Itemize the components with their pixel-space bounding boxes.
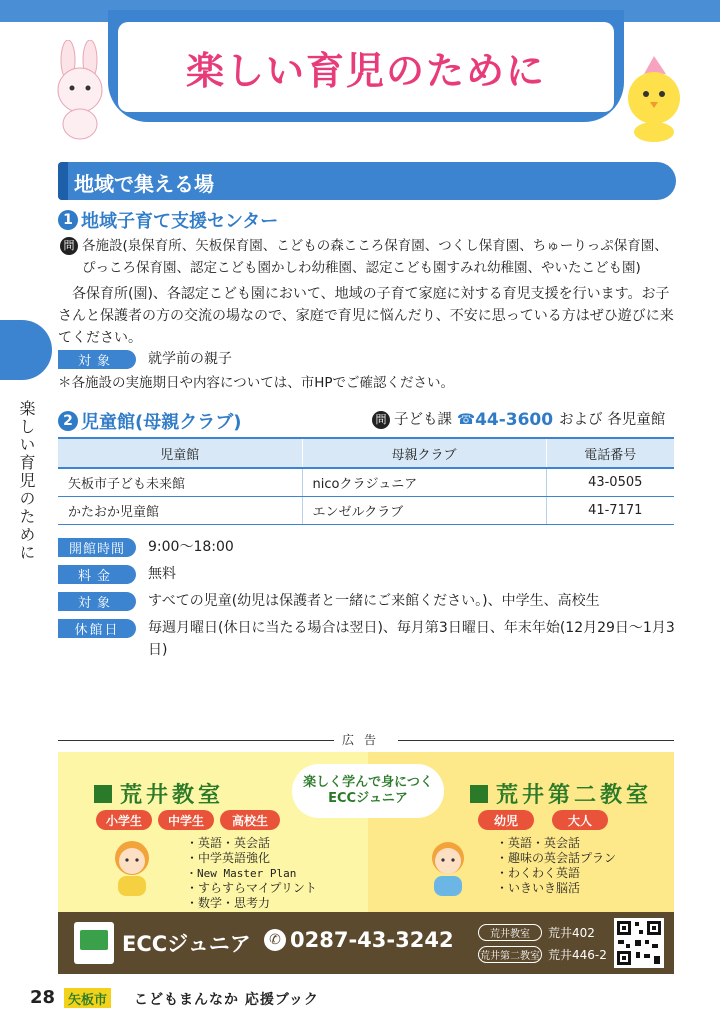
hours-value: 9:00〜18:00 [148,539,234,555]
school1-name: 荒井教室 [94,778,224,809]
address-tag: 荒井第二教室 [478,946,542,963]
school2-tag: 幼児 [478,810,534,830]
ecc-advertisement [58,752,674,974]
ad-phone[interactable]: ✆ 0287-43-3242 [264,928,454,952]
section-title: 地域で集える場 [74,172,214,196]
girl-illustration [104,836,160,898]
table-row [58,468,674,496]
chick-illustration [612,52,690,144]
cell-center: 矢板市子ども未来館 [58,468,302,496]
item2-phone: 44-3600 [475,410,554,430]
ad-catchphrase: 楽しく学んで身につく ECCジュニア [292,764,444,818]
page-number: 28 [30,987,56,1008]
item1-facilities-line1: 各施設(泉保育所、矢板保育園、こどもの森こころ保育園、つくし保育園、ちゅーりっぷ保育園、 [82,238,668,254]
school2-name: 荒井第二教室 [470,778,652,809]
school2-tag: 大人 [552,810,608,830]
item1-title: 地域子育て支援センター [81,211,279,232]
item1-target-value: 就学前の親子 [148,351,232,367]
item1-facilities-line2: ぴっころ保育園、認定こども園かしわ幼稚園、認定こども園すみれ幼稚園、やいたこども園) [82,260,641,276]
school2-courses: ・ 英語・英会話 ・ 趣味の英会話プラン ・ わくわく英語 ・ いきいき脳活 [496,836,616,896]
item2-contact-dept: 子ども課 [394,412,452,428]
fee-value: 無料 [148,566,176,582]
cell-phone: 43-0505 [546,468,674,496]
col-header-center: 児童館 [58,438,302,468]
item2-heading [58,408,241,434]
footer-book-title: こどもまんなか 応援ブック [134,992,319,1008]
address-value: 荒井402 [548,926,595,940]
page-title: 楽しい育児のために [185,48,546,93]
phone-icon: ✆ [264,929,286,951]
ad-divider-left [58,740,334,741]
table-row [58,496,674,524]
side-tab [0,320,52,380]
phone-icon: ☎ [457,412,476,428]
address-value: 荒井446-2 [548,948,607,962]
fee-label: 料金 [58,565,136,584]
school1-tag: 小学生 [96,810,152,830]
title-box [118,22,614,112]
item1-description: 各保育所(園)、各認定こども園において、地域の子育て家庭に対する育児支援を行います。お子さんと保護者の方の交流の場なので、家庭で育児に悩んだり、不安に思っている方はぜひ遊びに来てください。 [58,286,674,346]
side-label: 楽しい育児のために [17,400,36,562]
target-label: 対象 [58,592,136,611]
item1-target-label: 対象 [58,350,136,369]
ecc-logo [74,922,114,964]
ad-divider-right [398,740,674,741]
col-header-phone: 電話番号 [546,438,674,468]
cell-club: エンゼルクラブ [302,496,546,524]
target-value: すべての児童(幼児は保護者と一緒にご来館ください。)、中学生、高校生 [148,593,600,609]
contact-badge-2: 問 [372,411,390,429]
ecc-brand: ECCジュニア [122,932,251,956]
school1-courses: ・ 英語・英会話 ・ 中学英語強化 ・ New Master Plan ・ すらすらマイプリント ・ 数学・思考力 [186,836,317,911]
ad-footer [58,912,674,974]
children-center-table [58,437,674,525]
address-tag: 荒井教室 [478,924,542,941]
item1-note: ＊各施設の実施期日や内容については、市HPでご確認ください。 [58,375,455,391]
footer-city: 矢板市 [64,988,111,1008]
boy-illustration [420,836,476,898]
closed-value: 毎週月曜日(休日に当たる場合は翌日)、毎月第3日曜日、年末年始(12月29日〜1月3日) [148,620,675,658]
cell-phone: 41-7171 [546,496,674,524]
school1-tag: 高校生 [220,810,280,830]
item2-title: 児童館(母親クラブ) [81,412,242,433]
contact-badge: 問 [60,237,78,255]
closed-label: 休館日 [58,619,136,638]
item1-facilities [60,235,680,257]
qr-code[interactable] [614,918,664,968]
cell-center: かたおか児童館 [58,496,302,524]
item2-contact [372,409,665,431]
item2-number: 2 [58,411,78,431]
bunny-illustration [46,40,114,140]
item1-number: 1 [58,210,78,230]
cell-club: nicoクラジュニア [302,468,546,496]
col-header-club: 母親クラブ [302,438,546,468]
school1-tag: 中学生 [158,810,214,830]
hours-label: 開館時間 [58,538,136,557]
ad-label: 広告 [342,733,387,747]
item2-contact-suffix: および 各児童館 [559,412,666,428]
item1-heading [58,207,278,233]
